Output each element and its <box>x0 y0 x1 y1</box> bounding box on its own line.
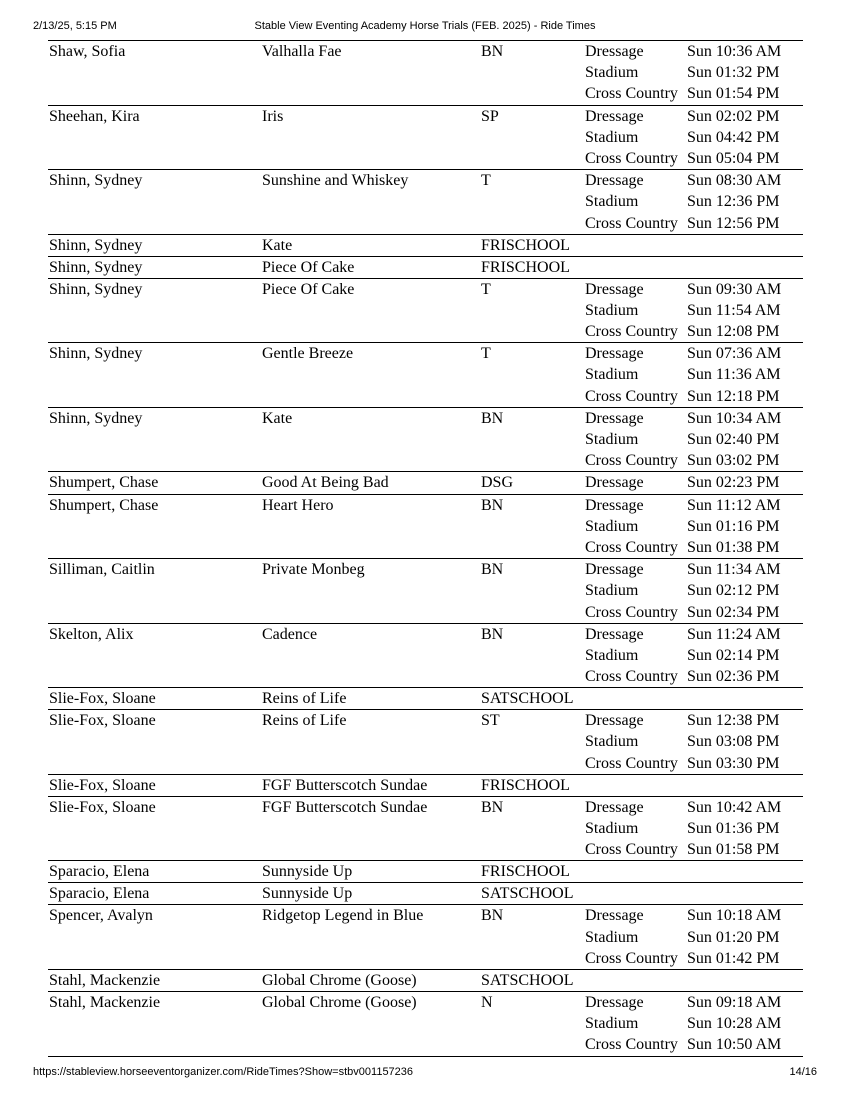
table-row <box>48 472 803 494</box>
phase-name: Stadium <box>585 431 639 448</box>
table-row <box>48 495 803 560</box>
phase-time: Sun 03:30 PM <box>687 754 780 772</box>
phase-entry <box>585 62 803 83</box>
division-code: BN <box>481 625 504 643</box>
phase-time: Sun 10:34 AM <box>687 409 782 427</box>
rider-name: Slie-Fox, Sloane <box>49 690 156 708</box>
table-row <box>48 170 803 235</box>
phase-time: Sun 10:50 AM <box>687 1036 782 1054</box>
phase-time: Sun 11:36 AM <box>687 366 781 384</box>
horse-name: Gentle Breeze <box>262 345 354 363</box>
phase-time: Sun 01:38 PM <box>687 538 780 556</box>
phase-name: Dressage <box>585 993 644 1011</box>
page-url: https://stableview.horseeventorganizer.com/RideTimes?Show=stbv001157236 <box>33 1066 414 1078</box>
division-code: N <box>481 993 493 1011</box>
rider-name: Shumpert, Chase <box>49 474 159 492</box>
table-row <box>48 775 803 797</box>
phase-times <box>585 775 803 796</box>
phase-entry <box>585 948 803 969</box>
phase-name: Stadium <box>585 193 639 211</box>
phase-name: Cross Country <box>585 323 678 341</box>
division-code: BN <box>481 496 504 514</box>
phase-time: Sun 11:12 AM <box>687 496 781 514</box>
phase-time: Sun 12:18 PM <box>687 387 780 405</box>
rider-name: Slie-Fox, Sloane <box>49 776 156 794</box>
horse-name: Kate <box>262 409 293 427</box>
phase-entry <box>585 602 803 623</box>
phase-time: Sun 11:34 AM <box>687 561 781 579</box>
rider-name: Stahl, Mackenzie <box>49 971 161 989</box>
horse-name: Sunshine and Whiskey <box>262 172 409 190</box>
horse-name: Piece Of Cake <box>262 258 355 276</box>
rider-name: Sheehan, Kira <box>49 107 140 125</box>
division-code: FRISCHOOL <box>481 258 570 276</box>
division-code: ST <box>481 712 500 730</box>
phase-times <box>585 883 803 904</box>
division-code: SATSCHOOL <box>481 971 574 989</box>
phase-name: Stadium <box>585 64 639 82</box>
phase-time: Sun 03:08 PM <box>687 733 780 751</box>
phase-name: Cross Country <box>585 841 678 859</box>
horse-name: Iris <box>262 107 284 125</box>
phase-name: Stadium <box>585 820 639 837</box>
phase-entry <box>585 905 803 926</box>
phase-name: Cross Country <box>585 538 678 556</box>
rider-name: Shaw, Sofia <box>49 43 126 60</box>
phase-entry <box>585 537 803 558</box>
table-row <box>48 970 803 992</box>
print-date: 2/13/25, 5:15 PM <box>33 20 117 32</box>
phase-name: Dressage <box>585 625 644 643</box>
division-code: T <box>481 345 491 363</box>
phase-time: Sun 02:36 PM <box>687 668 780 686</box>
horse-name: Cadence <box>262 625 318 643</box>
phase-entry <box>585 41 803 62</box>
phase-name: Stadium <box>585 517 639 535</box>
division-code: BN <box>481 907 504 925</box>
phase-entry <box>585 645 803 666</box>
phase-name: Cross Country <box>585 754 678 772</box>
rider-name: Shinn, Sydney <box>49 258 143 276</box>
phase-times <box>585 559 803 623</box>
phase-name: Dressage <box>585 107 644 125</box>
phase-time: Sun 01:58 PM <box>687 841 780 859</box>
phase-times <box>585 624 803 688</box>
page-title: Stable View Eventing Academy Horse Trials (FEB. 2025) - Ride Times <box>254 20 596 32</box>
phase-times <box>585 279 803 343</box>
phase-entry <box>585 753 803 774</box>
phase-entry <box>585 83 803 104</box>
phase-name: Cross Country <box>585 949 678 967</box>
phase-entry <box>585 300 803 321</box>
phase-name: Dressage <box>585 798 644 816</box>
phase-entry <box>585 321 803 342</box>
phase-name: Cross Country <box>585 668 678 686</box>
horse-name: FGF Butterscotch Sundae <box>262 798 428 816</box>
phase-time: Sun 08:30 AM <box>687 172 782 190</box>
horse-name: Ridgetop Legend in Blue <box>262 907 424 925</box>
rider-name: Shinn, Sydney <box>49 345 143 363</box>
phase-entry <box>585 797 803 818</box>
division-code: FRISCHOOL <box>481 776 570 794</box>
horse-name: Heart Hero <box>262 496 334 514</box>
division-code: T <box>481 172 491 190</box>
horse-name: Valhalla Fae <box>262 43 342 60</box>
horse-name: Piece Of Cake <box>262 280 355 298</box>
rider-name: Slie-Fox, Sloane <box>49 712 156 730</box>
phase-time: Sun 09:30 AM <box>687 280 782 298</box>
phase-times <box>585 861 803 882</box>
phase-name: Cross Country <box>585 214 678 232</box>
phase-time: Sun 10:36 AM <box>687 43 782 60</box>
phase-entry <box>585 170 803 191</box>
division-code: BN <box>481 561 504 579</box>
phase-name: Dressage <box>585 496 644 514</box>
phase-time: Sun 01:36 PM <box>687 820 780 837</box>
phase-entry <box>585 364 803 385</box>
phase-name: Dressage <box>585 43 644 60</box>
phase-name: Cross Country <box>585 452 678 470</box>
table-row <box>48 688 803 710</box>
phase-entry <box>585 927 803 948</box>
phase-times <box>585 688 803 709</box>
phase-time: Sun 02:34 PM <box>687 603 780 621</box>
division-code: SATSCHOOL <box>481 885 574 903</box>
phase-time: Sun 04:42 PM <box>687 128 780 146</box>
phase-time: Sun 10:18 AM <box>687 907 782 925</box>
phase-name: Dressage <box>585 280 644 298</box>
phase-times <box>585 710 803 774</box>
phase-times <box>585 257 803 278</box>
phase-entry <box>585 580 803 601</box>
phase-time: Sun 07:36 AM <box>687 345 782 363</box>
horse-name: Reins of Life <box>262 690 347 708</box>
phase-time: Sun 01:54 PM <box>687 85 780 103</box>
phase-name: Stadium <box>585 1015 639 1033</box>
phase-name: Dressage <box>585 907 644 925</box>
rider-name: Sparacio, Elena <box>49 863 150 881</box>
rider-name: Slie-Fox, Sloane <box>49 798 156 816</box>
phase-time: Sun 02:12 PM <box>687 582 780 600</box>
phase-entry <box>585 1013 803 1034</box>
table-row <box>48 257 803 279</box>
table-row <box>48 408 803 473</box>
phase-entry <box>585 1034 803 1055</box>
table-row <box>48 235 803 257</box>
phase-time: Sun 02:23 PM <box>687 474 780 492</box>
phase-times <box>585 408 803 472</box>
phase-entry <box>585 731 803 752</box>
phase-name: Stadium <box>585 928 639 946</box>
division-code: BN <box>481 798 504 816</box>
table-row <box>48 559 803 624</box>
phase-times <box>585 343 803 407</box>
horse-name: Reins of Life <box>262 712 347 730</box>
phase-time: Sun 12:08 PM <box>687 323 780 341</box>
phase-name: Cross Country <box>585 149 678 167</box>
phase-name: Stadium <box>585 582 639 600</box>
table-row <box>48 797 803 862</box>
phase-entry <box>585 386 803 407</box>
phase-entry <box>585 148 803 169</box>
phase-time: Sun 12:56 PM <box>687 214 780 232</box>
phase-name: Stadium <box>585 366 639 384</box>
phase-name: Dressage <box>585 712 644 730</box>
phase-name: Dressage <box>585 474 644 492</box>
table-row <box>48 106 803 171</box>
phase-name: Dressage <box>585 345 644 363</box>
phase-entry <box>585 343 803 364</box>
horse-name: Good At Being Bad <box>262 474 389 492</box>
rider-name: Sparacio, Elena <box>49 885 150 903</box>
phase-time: Sun 02:02 PM <box>687 107 780 125</box>
phase-entry <box>585 127 803 148</box>
rider-name: Skelton, Alix <box>49 625 134 643</box>
phase-times <box>585 797 803 861</box>
phase-entry <box>585 839 803 860</box>
phase-times <box>585 905 803 969</box>
phase-times <box>585 495 803 559</box>
phase-time: Sun 11:24 AM <box>687 625 781 643</box>
phase-time: Sun 12:36 PM <box>687 193 780 211</box>
horse-name: Kate <box>262 236 293 254</box>
division-code: T <box>481 280 491 298</box>
ride-times-table <box>48 40 803 1057</box>
division-code: DSG <box>481 474 514 492</box>
rider-name: Shinn, Sydney <box>49 280 143 298</box>
phase-time: Sun 01:32 PM <box>687 64 780 82</box>
phase-times <box>585 41 803 105</box>
phase-entry <box>585 710 803 731</box>
table-row <box>48 992 803 1057</box>
page-number: 14/16 <box>789 1066 817 1078</box>
phase-time: Sun 10:28 AM <box>687 1015 782 1033</box>
rider-name: Silliman, Caitlin <box>49 561 155 579</box>
phase-name: Stadium <box>585 646 639 664</box>
phase-name: Cross Country <box>585 1036 678 1054</box>
phase-name: Dressage <box>585 172 644 190</box>
phase-name: Stadium <box>585 733 639 751</box>
phase-time: Sun 01:42 PM <box>687 949 780 967</box>
phase-times <box>585 235 803 256</box>
phase-times <box>585 970 803 991</box>
phase-times <box>585 170 803 234</box>
phase-entry <box>585 106 803 127</box>
phase-time: Sun 11:54 AM <box>687 301 781 319</box>
phase-entry <box>585 495 803 516</box>
table-row <box>48 710 803 775</box>
rider-name: Shinn, Sydney <box>49 409 143 427</box>
horse-name: FGF Butterscotch Sundae <box>262 776 428 794</box>
phase-time: Sun 01:16 PM <box>687 517 780 535</box>
phase-entry <box>585 516 803 537</box>
division-code: BN <box>481 43 504 60</box>
phase-entry <box>585 992 803 1013</box>
table-row <box>48 343 803 408</box>
table-row <box>48 861 803 883</box>
phase-name: Stadium <box>585 301 639 319</box>
phase-name: Cross Country <box>585 85 678 103</box>
division-code: FRISCHOOL <box>481 236 570 254</box>
table-row <box>48 624 803 689</box>
table-row <box>48 905 803 970</box>
rider-name: Shinn, Sydney <box>49 172 143 190</box>
phase-time: Sun 12:38 PM <box>687 712 780 730</box>
horse-name: Global Chrome (Goose) <box>262 971 417 989</box>
horse-name: Sunnyside Up <box>262 863 353 881</box>
table-row <box>48 41 803 106</box>
phase-times <box>585 472 803 493</box>
phase-time: Sun 03:02 PM <box>687 452 780 470</box>
horse-name: Global Chrome (Goose) <box>262 993 417 1011</box>
phase-entry <box>585 472 803 493</box>
phase-entry <box>585 279 803 300</box>
phase-entry <box>585 191 803 212</box>
phase-entry <box>585 408 803 429</box>
horse-name: Sunnyside Up <box>262 885 353 903</box>
phase-times <box>585 992 803 1056</box>
phase-entry <box>585 624 803 645</box>
page-footer <box>33 1066 817 1082</box>
table-row <box>48 883 803 905</box>
phase-name: Stadium <box>585 128 639 146</box>
division-code: SATSCHOOL <box>481 690 574 708</box>
table-row <box>48 279 803 344</box>
phase-times <box>585 106 803 170</box>
phase-time: Sun 09:18 AM <box>687 993 782 1011</box>
phase-name: Cross Country <box>585 603 678 621</box>
division-code: FRISCHOOL <box>481 863 570 881</box>
phase-entry <box>585 818 803 839</box>
phase-name: Dressage <box>585 561 644 579</box>
horse-name: Private Monbeg <box>262 561 365 579</box>
phase-time: Sun 10:42 AM <box>687 798 782 816</box>
phase-name: Dressage <box>585 409 644 427</box>
phase-entry <box>585 666 803 687</box>
division-code: BN <box>481 409 504 427</box>
phase-time: Sun 05:04 PM <box>687 149 780 167</box>
division-code: SP <box>481 107 499 125</box>
rider-name: Shumpert, Chase <box>49 496 159 514</box>
phase-entry <box>585 213 803 234</box>
phase-name: Cross Country <box>585 387 678 405</box>
phase-entry <box>585 429 803 450</box>
rider-name: Shinn, Sydney <box>49 236 143 254</box>
phase-time: Sun 02:40 PM <box>687 431 780 448</box>
phase-entry <box>585 450 803 471</box>
phase-time: Sun 02:14 PM <box>687 646 780 664</box>
rider-name: Stahl, Mackenzie <box>49 993 161 1011</box>
phase-time: Sun 01:20 PM <box>687 928 780 946</box>
phase-entry <box>585 559 803 580</box>
page-header <box>33 20 817 36</box>
rider-name: Spencer, Avalyn <box>49 907 153 925</box>
